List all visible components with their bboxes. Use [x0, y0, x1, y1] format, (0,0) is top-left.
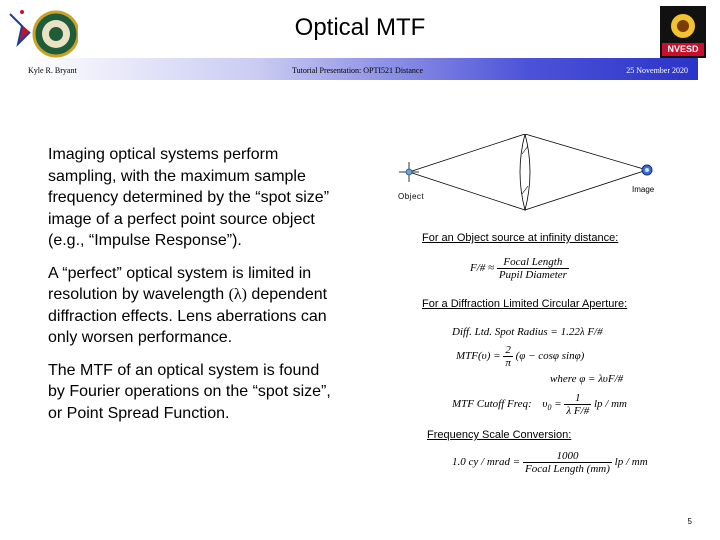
header-band: [22, 58, 698, 80]
wavelength-symbol: (λ): [228, 286, 247, 303]
bullet-paragraph-diffraction: [48, 263, 338, 349]
conversion-lhs: 1.0 cy / mrad =: [452, 456, 521, 469]
bullet-paragraph-sampling: Imaging optical systems perform sampling, with the maximum sample frequency determined by the “spot size” image of a perfect point source object (e.g., “Impulse Response”).: [48, 146, 330, 249]
tutorial-label: Tutorial Presentation: OPTI521 Distance: [292, 66, 424, 75]
upper-ray-to-lens: [409, 134, 525, 172]
f-number-numerator: Focal Length: [497, 256, 569, 269]
lens-icon: [520, 134, 530, 210]
f-number-lhs: F/# ≈: [470, 262, 495, 275]
object-point-source-icon: [399, 162, 419, 182]
cutoff-unit: lp / mm: [593, 398, 627, 411]
f-number-formula: [470, 256, 569, 281]
presenter-name: Kyle R. Bryant: [28, 66, 77, 75]
cutoff-denominator: λ F/#: [566, 405, 590, 417]
conversion-numerator: 1000: [523, 450, 612, 463]
image-spot-icon: [642, 165, 652, 175]
mtf-lhs: MTF(υ) =: [456, 350, 501, 363]
phi-definition: where φ = λυF/#: [550, 373, 624, 385]
mtf-rhs: (φ − cosφ sinφ): [515, 350, 585, 363]
cutoff-variable: υ: [542, 398, 548, 411]
nvesd-logo-text: NVESD: [667, 44, 699, 54]
infinity-object-label: For an Object source at infinity distance:: [422, 232, 619, 244]
f-number-denominator: Pupil Diameter: [498, 269, 567, 281]
spot-radius-formula: Diff. Ltd. Spot Radius = 1.22λ F/#: [452, 326, 603, 338]
mtf-denominator: π: [505, 357, 511, 369]
lower-ray-to-lens: [409, 172, 525, 210]
frequency-conversion-formula: [452, 450, 648, 475]
cutoff-frequency-formula: [452, 392, 627, 417]
frequency-conversion-label: Frequency Scale Conversion:: [427, 429, 572, 441]
optical-system-diagram: [395, 134, 665, 214]
cutoff-numerator: 1: [564, 392, 591, 405]
diffraction-limited-label: For a Diffraction Limited Circular Aperture:: [422, 298, 628, 310]
conversion-unit: lp / mm: [614, 456, 648, 469]
mtf-formula: [456, 344, 584, 369]
lens-mark-lower: [522, 186, 528, 194]
f-number-fraction: [497, 256, 569, 281]
bullet-paragraph-diffraction-end: dependent diffraction effects. Lens aberrations can only worsen performance.: [48, 286, 328, 346]
bullet-text-block: [48, 144, 338, 435]
lower-ray-to-image: [525, 170, 647, 210]
page-number: 5: [687, 517, 692, 526]
mtf-numerator: 2: [503, 344, 513, 357]
mtf-fraction: [503, 344, 513, 369]
bullet-paragraph-diffraction-start: A “perfect” optical system is limited in resolution by wavelength: [48, 264, 312, 303]
cutoff-fraction: [564, 392, 591, 417]
conversion-fraction: [523, 450, 612, 475]
presentation-date: 25 November 2020: [626, 66, 688, 75]
upper-ray-to-image: [525, 134, 647, 170]
cutoff-lhs: MTF Cutoff Freq:: [452, 398, 532, 411]
lens-mark-upper: [522, 146, 528, 154]
slide-title: Optical MTF: [294, 14, 426, 41]
object-label: Object: [398, 192, 425, 201]
bullet-paragraph-fourier: The MTF of an optical system is found by Fourier operations on the “spot size”, or Point Spread Function.: [48, 361, 331, 422]
conversion-denominator: Focal Length (mm): [524, 463, 610, 475]
cutoff-subscript: 0: [547, 403, 552, 413]
image-label: Image: [632, 185, 655, 194]
cutoff-equals: =: [554, 398, 562, 411]
